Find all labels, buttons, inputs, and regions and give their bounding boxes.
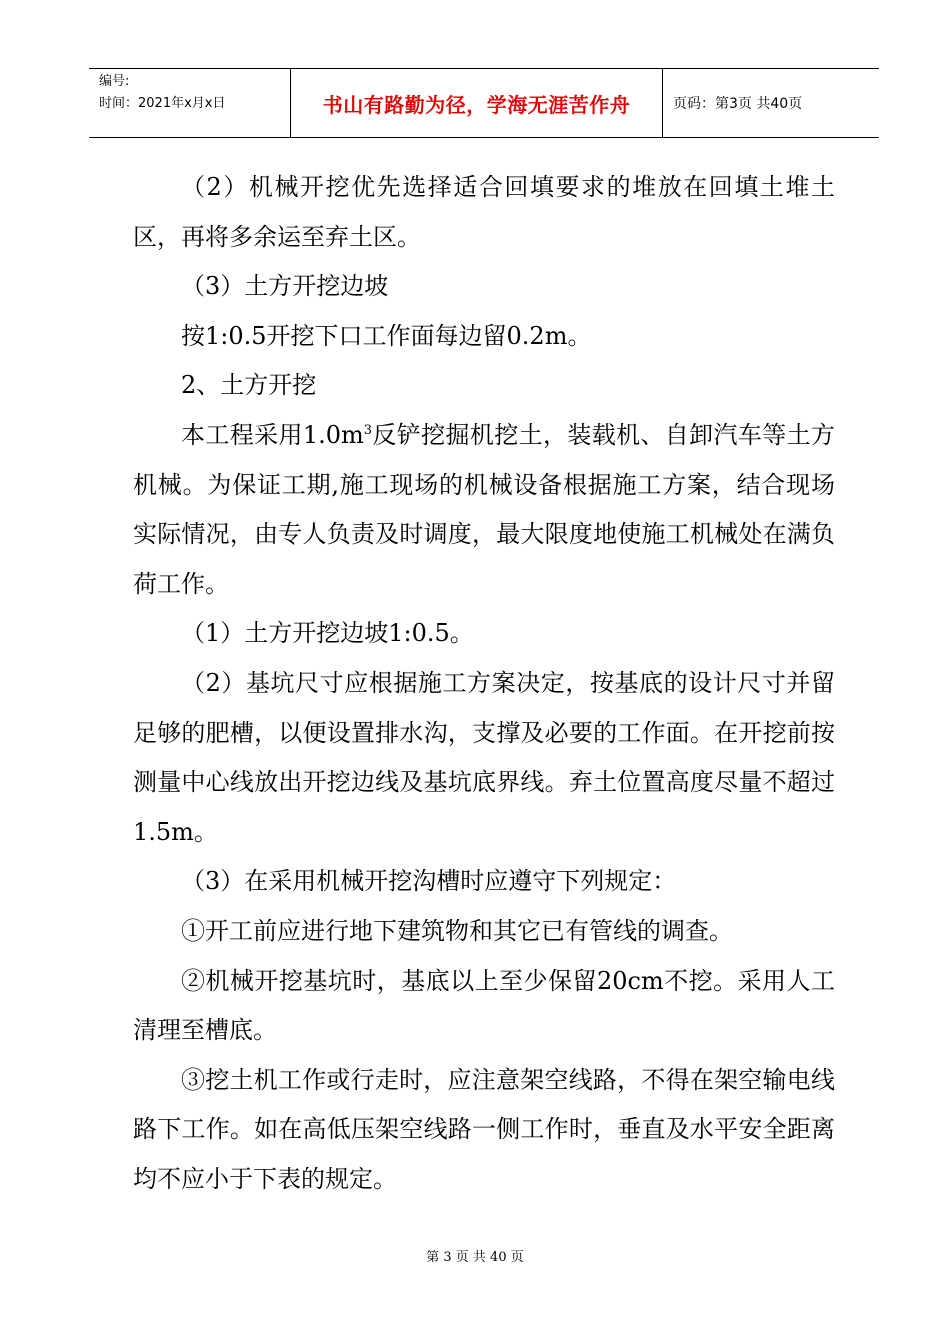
header-page-number: 页码：第3页 共40页 [673,96,803,112]
header-motto: 书山有路勤为径，学海无涯苦作舟 [322,92,631,117]
list-item: ②机械开挖基坑时，基底以上至少保留20cm不挖。采用人工清理至槽底。 [133,966,835,1045]
paragraph-with-superscript [133,411,835,609]
section-heading: 2、土方开挖 [181,371,317,400]
header-meta [89,69,291,137]
section-heading: （3）土方开挖边坡 [181,272,389,301]
text-before-superscript: 本工程采用1.0m [181,420,364,449]
paragraph: （2）机械开挖优先选择适合回填要求的堆放在回填土堆土区，再将多余运至弃土区。 [133,173,835,251]
text-after-superscript: 反铲挖掘机挖土，装载机、自卸汽车等土方机械。为保证工期,施工现场的机械设备根据施工方案，结合现场实际情况，由专人负责及时调度，最大限度地使施工机械处在满负荷工作。 [133,420,835,598]
document-body [133,163,835,1204]
footer-page-number: 第 3 页 共 40 页 [426,1250,524,1265]
document-number-label: 编号: [99,74,130,89]
page-footer [0,1246,950,1265]
paragraph: （2）基坑尺寸应根据施工方案决定，按基底的设计尺寸并留足够的肥槽，以便设置排水沟，支撑及必要的工作面。在开挖前按测量中心线放出开挖边线及基坑底界线。弃土位置高度尽量不超过1.5m。 [133,668,835,846]
superscript: 3 [363,422,373,438]
paragraph: （3）在采用机械开挖沟槽时应遵守下列规定： [181,867,677,896]
page-header [89,68,879,138]
list-item: ③挖土机工作或行走时，应注意架空线路，不得在架空输电线路下工作。如在高低压架空线路一侧工作时，垂直及水平安全距离均不应小于下表的规定。 [133,1065,835,1193]
header-page-cell [663,69,879,137]
header-motto-cell [291,69,663,137]
list-item: ①开工前应进行地下建筑物和其它已有管线的调查。 [181,916,733,945]
paragraph: （1）土方开挖边坡1:0.5。 [181,619,474,648]
paragraph: 按1:0.5开挖下口工作面每边留0.2m。 [181,321,592,350]
document-time-label: 时间：2021年x月x日 [99,96,226,111]
